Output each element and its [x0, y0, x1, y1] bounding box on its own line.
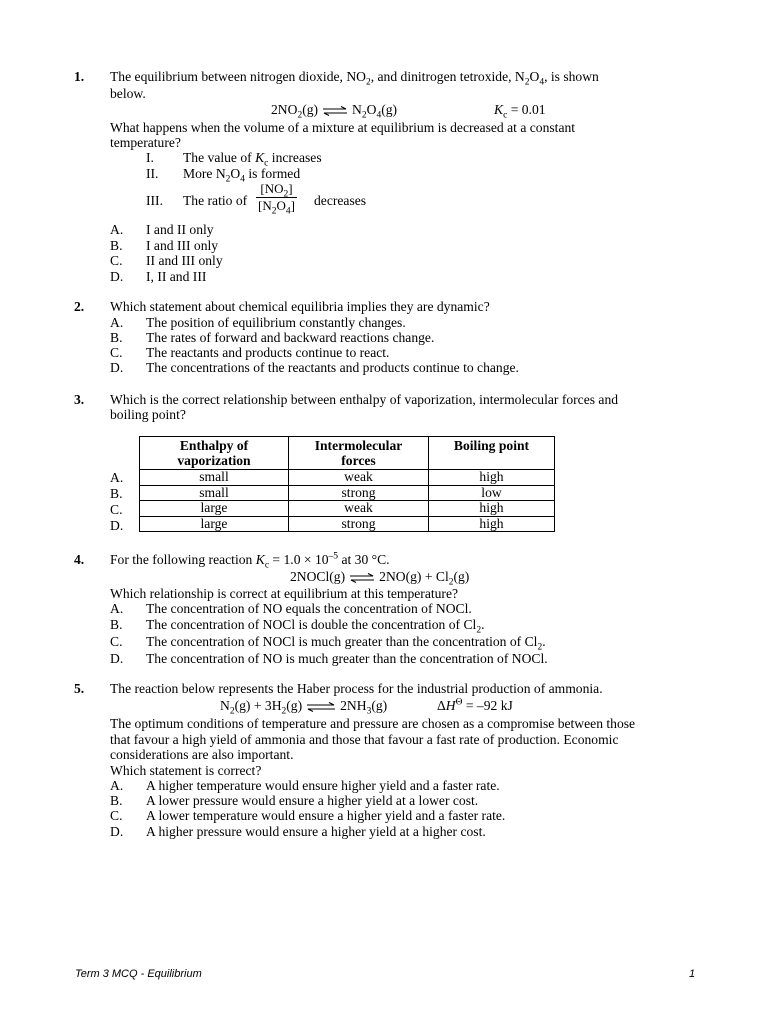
fraction-numerator: $[NO_2]$: [256, 182, 297, 198]
option-c: A lower temperature would ensure a higher yield and a faster rate.: [146, 808, 506, 823]
option-c: The reactants and products continue to react.: [146, 345, 390, 360]
statement-ii: More $N_2O_4$ is formed: [183, 166, 301, 185]
option-b: The rates of forward and backward reactions change.: [146, 330, 435, 345]
paragraph-line: considerations are also important.: [110, 747, 294, 762]
question-stem-cont: boiling point?: [110, 407, 186, 422]
column-header-enthalpy: Enthalpy of vaporization: [140, 437, 289, 470]
table-cell: small: [140, 470, 289, 486]
footer-title: Term 3 MCQ - Equilibrium: [75, 968, 202, 980]
page-number: 1: [689, 968, 696, 980]
table-cell: high: [429, 470, 555, 486]
option-letter: A.: [110, 601, 124, 616]
statement-iii-label: The ratio of: [183, 193, 248, 208]
equilibrium-arrow-icon: [322, 106, 348, 116]
fraction-denominator: $[N_2O_4]$: [258, 198, 295, 217]
equilibrium-equation: $2NO_2(g)$ $N_2O_4(g)$: [271, 102, 398, 121]
option-c: The concentration of NOCl is much greater than the concentration of $Cl_2$.: [146, 634, 546, 653]
question-stem: The equilibrium between nitrogen dioxide, $NO_2$, and dinitrogen tetroxide, $N_2O_4$, is shown: [110, 69, 599, 88]
question-number: 5.: [74, 681, 85, 696]
table-cell: strong: [289, 516, 429, 532]
statement-iii-end: decreases: [314, 193, 367, 208]
table-cell: weak: [289, 470, 429, 486]
row-letter: B.: [110, 486, 123, 501]
table-row: [140, 485, 555, 501]
table-row: [140, 516, 555, 532]
answer-table: [139, 436, 555, 532]
equilibrium-equation: 2NOCl(g) $2NO(g) + Cl_2(g)$: [290, 569, 470, 588]
question-text-cont: temperature?: [110, 135, 181, 150]
question-text: Which relationship is correct at equilibrium at this temperature?: [110, 586, 459, 601]
option-letter: C.: [110, 634, 123, 649]
option-d: I, II and III: [146, 269, 207, 284]
table-cell: small: [140, 485, 289, 501]
option-letter: D.: [110, 651, 124, 666]
question-stem: For the following reaction $K_c = 1.0 \times 10^{-5}$ at 30 °C.: [110, 551, 390, 571]
option-letter: D.: [110, 824, 124, 839]
table-header-row: [140, 437, 555, 470]
table-cell: large: [140, 501, 289, 517]
table-cell: low: [429, 485, 555, 501]
row-letter: D.: [110, 518, 124, 533]
option-a: The concentration of NO equals the concentration of NOCl.: [146, 601, 472, 616]
paragraph-line: The optimum conditions of temperature and pressure are chosen as a compromise between those: [110, 716, 636, 731]
roman-numeral: I.: [146, 150, 154, 165]
ratio-fraction: [256, 181, 297, 217]
question-number: 1.: [74, 69, 85, 84]
option-letter: A.: [110, 315, 124, 330]
option-a: A higher temperature would ensure higher yield and a faster rate.: [146, 778, 500, 793]
question-stem: Which statement about chemical equilibria implies they are dynamic?: [110, 299, 490, 314]
table-cell: high: [429, 501, 555, 517]
option-letter: C.: [110, 345, 123, 360]
option-letter: B.: [110, 793, 123, 808]
option-letter: B.: [110, 238, 123, 253]
table-row: [140, 501, 555, 517]
row-letter: A.: [110, 470, 124, 485]
option-a: The position of equilibrium constantly changes.: [146, 315, 406, 330]
question-text: Which statement is correct?: [110, 763, 262, 778]
table-cell: strong: [289, 485, 429, 501]
question-stem: Which is the correct relationship between enthalpy of vaporization, intermolecular forces and: [110, 392, 619, 407]
question-number: 4.: [74, 552, 85, 567]
roman-numeral: III.: [146, 193, 163, 208]
roman-numeral: II.: [146, 166, 159, 181]
option-letter: C.: [110, 808, 123, 823]
option-d: A higher pressure would ensure a higher yield at a higher cost.: [146, 824, 486, 839]
option-d: The concentrations of the reactants and products continue to change.: [146, 360, 519, 375]
question-number: 3.: [74, 392, 85, 407]
question-stem: The reaction below represents the Haber process for the industrial production of ammonia.: [110, 681, 603, 696]
option-d: The concentration of NO is much greater than the concentration of NOCl.: [146, 651, 548, 666]
option-letter: B.: [110, 330, 123, 345]
option-b: I and III only: [146, 238, 219, 253]
option-c: II and III only: [146, 253, 223, 268]
enthalpy-change: $\Delta H^\Theta = -92$ kJ: [437, 697, 513, 713]
question-stem-cont: below.: [110, 86, 146, 101]
column-header-forces: Intermolecular forces: [289, 437, 429, 470]
equilibrium-arrow-icon: [349, 573, 375, 583]
table-cell: weak: [289, 501, 429, 517]
option-letter: B.: [110, 617, 123, 632]
option-b: The concentration of NOCl is double the concentration of $Cl_2$.: [146, 617, 485, 636]
option-a: I and II only: [146, 222, 214, 237]
option-letter: C.: [110, 253, 123, 268]
equilibrium-arrow-icon: [306, 702, 336, 712]
question-number: 2.: [74, 299, 85, 314]
paragraph-line: that favour a high yield of ammonia and those that favour a fast rate of production. Economic: [110, 732, 619, 747]
table-cell: large: [140, 516, 289, 532]
column-header-boiling-point: Boiling point: [429, 437, 555, 470]
equilibrium-constant: $K_c = 0.01$: [494, 102, 546, 121]
option-letter: A.: [110, 222, 124, 237]
statement-i: The value of $K_c$ increases: [183, 150, 322, 169]
question-text: What happens when the volume of a mixture at equilibrium is decreased at a constant: [110, 120, 576, 135]
table-cell: high: [429, 516, 555, 532]
equilibrium-equation: $N_2(g) + 3H_2(g)$ $2NH_3(g)$: [220, 698, 388, 717]
option-letter: D.: [110, 269, 124, 284]
option-b: A lower pressure would ensure a higher yield at a lower cost.: [146, 793, 479, 808]
option-letter: D.: [110, 360, 124, 375]
table-row: [140, 470, 555, 486]
row-letter: C.: [110, 502, 123, 517]
option-letter: A.: [110, 778, 124, 793]
